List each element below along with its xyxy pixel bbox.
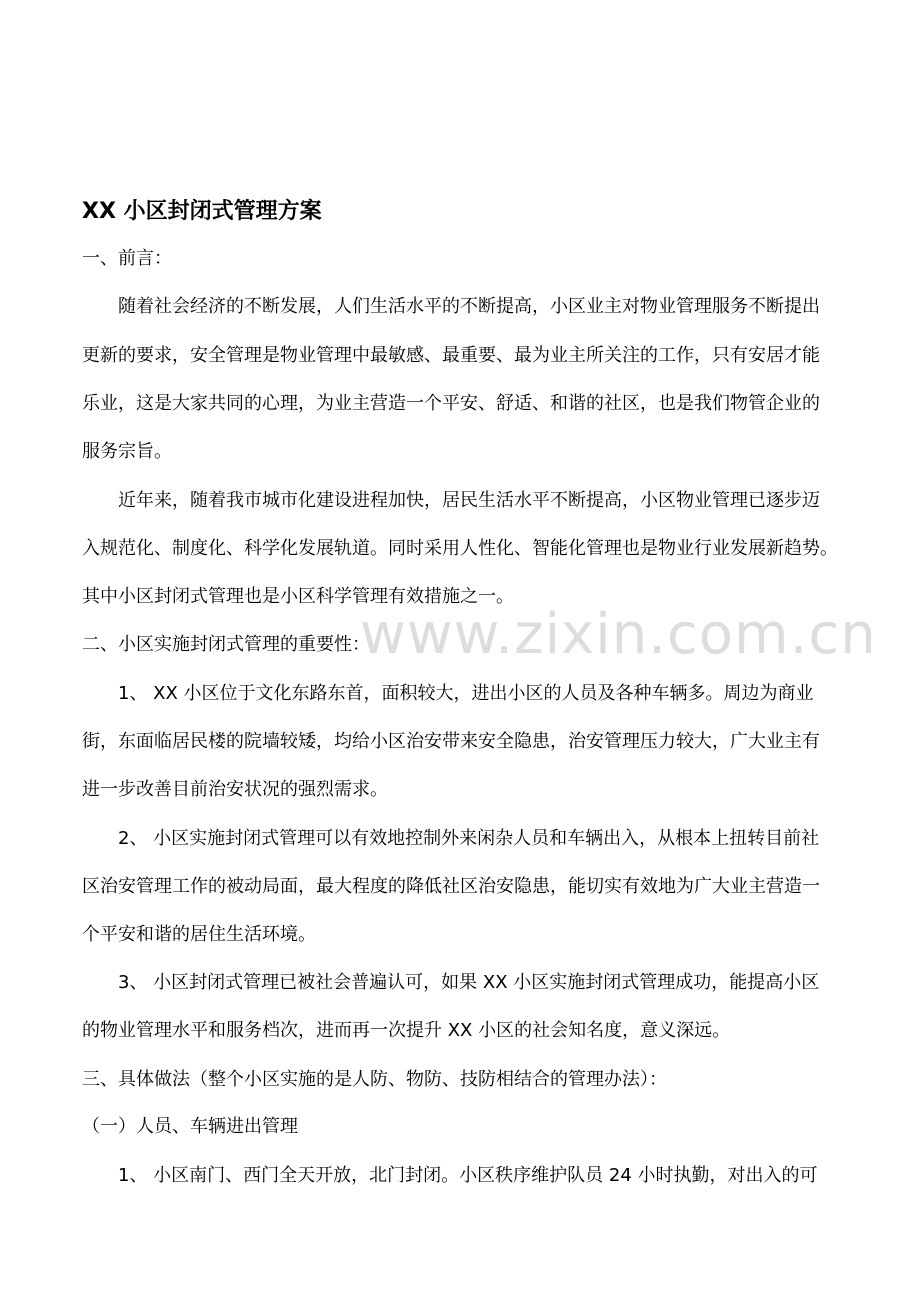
list-item-line: 个平安和谐的居住生活环境。 [82, 924, 316, 945]
watermark: www.zixin.com.cn [360, 602, 877, 667]
list-item-line: 2、 小区实施封闭式管理可以有效地控制外来闲杂人员和车辆出入，从根本上扭转目前社 [118, 828, 820, 849]
list-item-line: 进一步改善目前治安状况的强烈需求。 [82, 779, 388, 800]
paragraph-line: 其中小区封闭式管理也是小区科学管理有效措施之一。 [82, 586, 514, 607]
paragraph-line: 服务宗旨。 [82, 441, 172, 462]
paragraph-line: 随着社会经济的不断发展，人们生活水平的不断提高，小区业主对物业管理服务不断提出 [118, 296, 820, 317]
paragraph-line: 入规范化、制度化、科学化发展轨道。同时采用人性化、智能化管理也是物业行业发展新趋势。 [82, 538, 838, 559]
section-heading-importance: 二、小区实施封闭式管理的重要性： [82, 634, 370, 655]
paragraph-line: 近年来，随着我市城市化建设进程加快，居民生活水平不断提高，小区物业管理已逐步迈 [118, 490, 820, 511]
document-title: XX 小区封闭式管理方案 [82, 199, 322, 224]
subsection-heading: （一）人员、车辆进出管理 [82, 1116, 298, 1137]
list-item-line: 街，东面临居民楼的院墙较矮，均给小区治安带来安全隐患，治安管理压力较大，广大业主有 [82, 731, 820, 752]
section-heading-preface: 一、前言： [82, 248, 172, 269]
list-item-line: 3、 小区封闭式管理已被社会普遍认可，如果 XX 小区实施封闭式管理成功，能提高小区 [118, 972, 820, 993]
list-item-line: 1、 小区南门、西门全天开放，北门封闭。小区秩序维护队员 24 小时执勤，对出入的可 [118, 1165, 818, 1186]
list-item-line: 的物业管理水平和服务档次，进而再一次提升 XX 小区的社会知名度，意义深远。 [82, 1020, 731, 1041]
list-item-line: 区治安管理工作的被动局面，最大程度的降低社区治安隐患，能切实有效地为广大业主营造一 [82, 876, 820, 897]
list-item-line: 1、 XX 小区位于文化东路东首，面积较大，进出小区的人员及各种车辆多。周边为商业 [118, 683, 814, 704]
paragraph-line: 更新的要求，安全管理是物业管理中最敏感、最重要、最为业主所关注的工作，只有安居才能 [82, 345, 820, 366]
paragraph-line: 乐业，这是大家共同的心理，为业主营造一个平安、舒适、和谐的社区，也是我们物管企业的 [82, 393, 820, 414]
section-heading-method: 三、具体做法（整个小区实施的是人防、物防、技防相结合的管理办法）： [82, 1069, 667, 1090]
